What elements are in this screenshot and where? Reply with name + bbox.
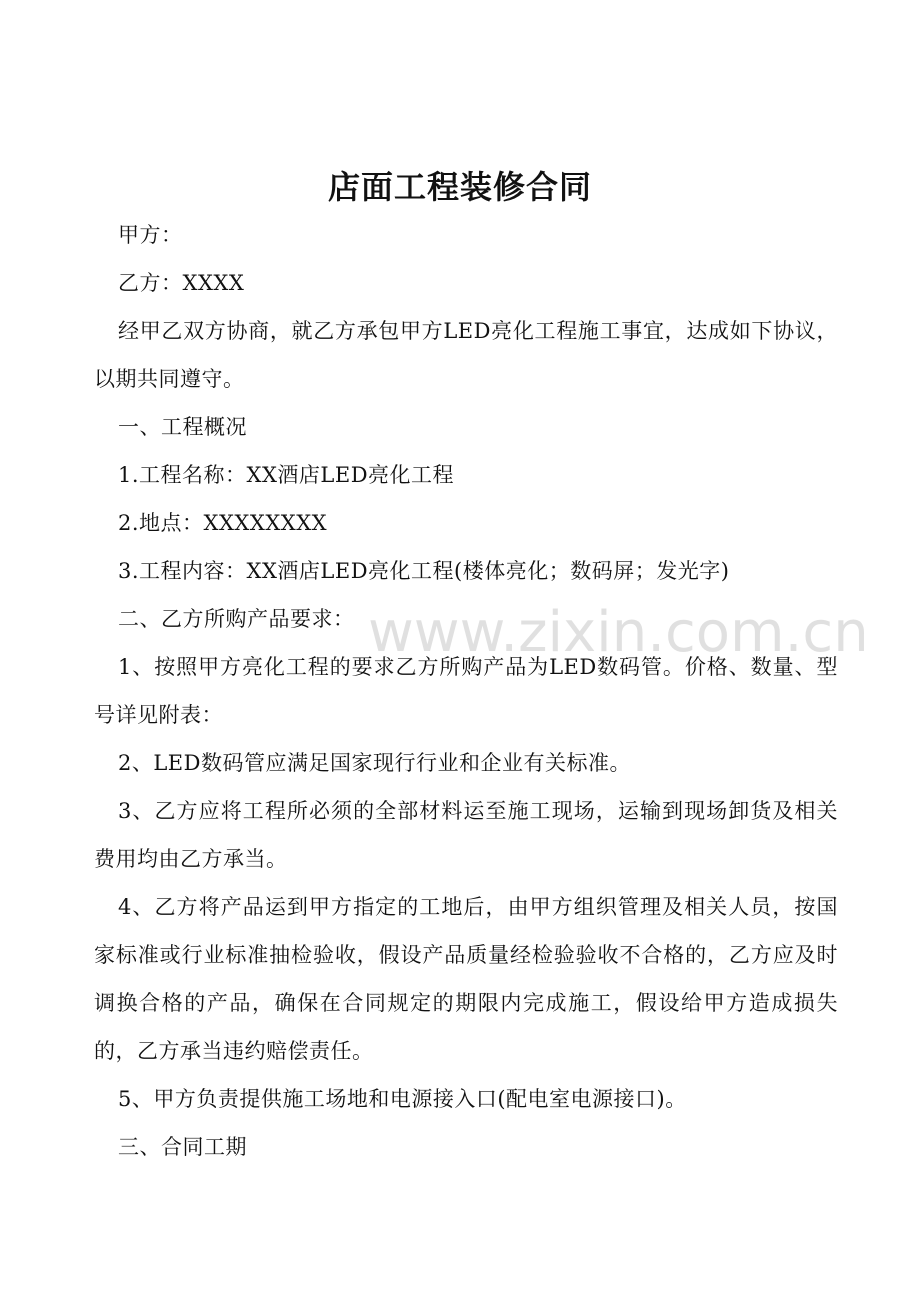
preamble-paragraph: 经甲乙双方协商，就乙方承包甲方LED亮化工程施工事宜，达成如下协议，以期共同遵守。 (94, 319, 838, 391)
requirement-item-5: 5、甲方负责提供施工场地和电源接入口(配电室电源接口)。 (118, 1087, 687, 1111)
requirement-item-1: 1、按照甲方亮化工程的要求乙方所购产品为LED数码管。价格、数量、型号详见附表： (94, 655, 838, 727)
section-heading-3: 三、合同工期 (118, 1135, 247, 1159)
project-name-item: 1.工程名称：XX酒店LED亮化工程 (118, 463, 455, 487)
party-a-line: 甲方： (118, 223, 183, 247)
party-b-line: 乙方：XXXX (118, 271, 245, 295)
document-body (94, 211, 869, 1171)
document-title: 店面工程装修合同 (327, 168, 592, 206)
requirement-item-3: 3、乙方应将工程所必须的全部材料运至施工现场，运输到现场卸货及相关费用均由乙方承当。 (94, 799, 838, 871)
project-location-item: 2.地点：XXXXXXXX (118, 511, 328, 535)
section-heading-2: 二、乙方所购产品要求： (118, 607, 355, 631)
requirement-item-2: 2、LED数码管应满足国家现行行业和企业有关标准。 (118, 751, 631, 775)
section-heading-1: 一、工程概况 (118, 415, 247, 439)
watermark: www.zixin.com.cn (368, 600, 869, 665)
project-content-item: 3.工程内容：XX酒店LED亮化工程(楼体亮化；数码屏；发光字) (118, 559, 730, 583)
requirement-item-4: 4、乙方将产品运到甲方指定的工地后，由甲方组织管理及相关人员，按国家标准或行业标准抽检验收，假设产品质量经检验验收不合格的，乙方应及时调换合格的产品，确保在合同规定的期限内完成施工，假设给甲方造成损失的，乙方承当违约赔偿责任。 (94, 895, 838, 1063)
